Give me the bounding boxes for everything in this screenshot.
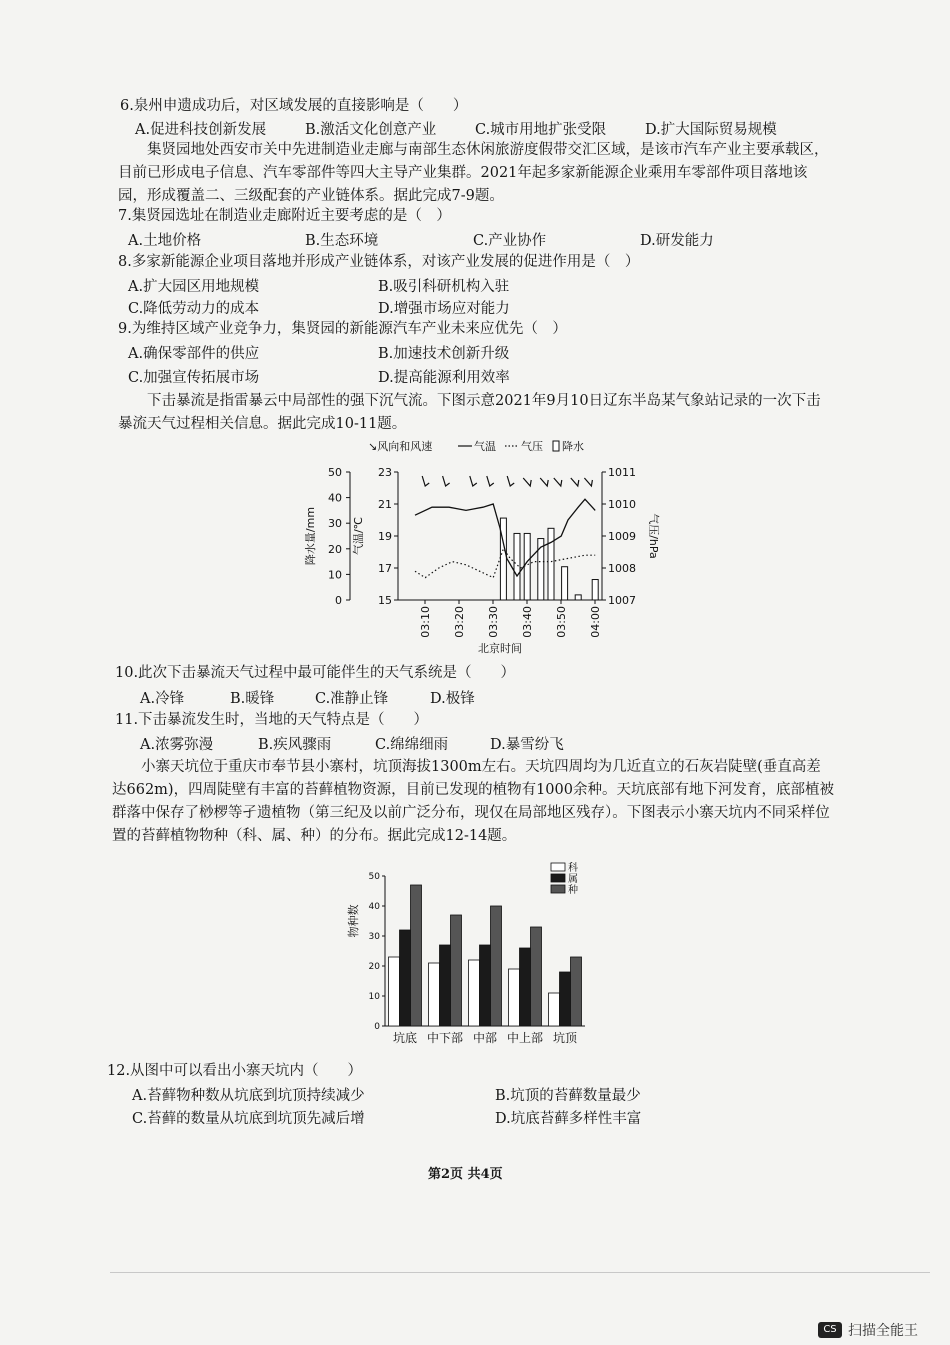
q11-stem: 11.下击暴流发生时，当地的天气特点是（ ） — [115, 712, 429, 728]
legend-rain: 降水 — [562, 440, 584, 453]
q6-option-b: B.激活文化创意产业 — [305, 122, 437, 138]
q11-option-a: A.浓雾弥漫 — [140, 737, 214, 753]
q7-option-d: D.研发能力 — [640, 233, 714, 249]
wind-barb — [487, 476, 494, 486]
moss-y-tick-label: 10 — [368, 992, 380, 1002]
pressure-tick-label: 1010 — [608, 498, 636, 511]
rain-tick-label: 0 — [335, 594, 342, 607]
moss-bar — [389, 957, 400, 1026]
moss-bar — [560, 972, 571, 1026]
moss-category-label: 中部 — [472, 1031, 498, 1045]
bottom-divider — [110, 1272, 930, 1273]
rain-tick-label: 50 — [328, 466, 342, 479]
pressure-tick-label: 1007 — [608, 594, 636, 607]
moss-legend-label: 属 — [568, 874, 578, 885]
q10-option-c: C.准静止锋 — [315, 691, 389, 707]
page-number: 第2页 共4页 — [428, 1167, 503, 1182]
moss-bar — [400, 930, 411, 1026]
q9-option-c: C.加强宣传拓展市场 — [128, 370, 260, 386]
wind-barb — [571, 478, 579, 486]
wind-barb — [540, 478, 548, 486]
q12-option-c: C.苔藓的数量从坑底到坑顶先减后增 — [132, 1111, 365, 1127]
q11-option-b: B.疾风骤雨 — [258, 737, 332, 753]
moss-bar — [549, 993, 560, 1026]
scanner-logo: CS — [818, 1322, 842, 1338]
wind-barb — [523, 478, 531, 486]
q10-option-d: D.极锋 — [430, 691, 475, 707]
moss-category-label: 坑底 — [392, 1031, 418, 1045]
rain-bar — [514, 533, 520, 600]
q10-stem: 10.此次下击暴流天气过程中最可能伴生的天气系统是（ ） — [115, 665, 516, 681]
legend-pressure: 气压 — [521, 440, 543, 453]
moss-bar — [571, 957, 582, 1026]
q8-option-a: A.扩大园区用地规模 — [128, 279, 260, 295]
scanner-watermark-text: 扫描全能王 — [848, 1323, 918, 1339]
moss-legend-swatch — [551, 863, 565, 871]
moss-bar — [480, 945, 491, 1026]
temp-axis-label: 气温/℃ — [352, 516, 365, 556]
pressure-tick-label: 1008 — [608, 562, 636, 575]
temp-tick-label: 23 — [378, 466, 392, 479]
moss-legend-swatch — [551, 874, 565, 882]
rain-tick-label: 20 — [328, 542, 342, 556]
wind-barb — [584, 478, 592, 486]
q12-option-a: A.苔藓物种数从坑底到坑顶持续减少 — [132, 1088, 365, 1104]
q11-option-c: C.绵绵细雨 — [375, 737, 449, 753]
q9-option-d: D.提高能源利用效率 — [378, 370, 510, 386]
time-axis-label: 北京时间 — [478, 642, 522, 655]
moss-chart — [345, 858, 595, 1050]
moss-legend-label: 科 — [568, 863, 578, 874]
q12-option-b: B.坑顶的苔藓数量最少 — [495, 1088, 641, 1104]
passage-7-9: 集贤园地处西安市关中先进制造业走廊与南部生态休闲旅游度假带交汇区域，是该市汽车产业主要承载区，目前已形成电子信息、汽车零部件等四大主导产业集群。2021年起多家新能源企业乘用车零部件项目落地该园，形成覆盖二、三级配套的产业链体系。据此完成7-9题。 — [118, 142, 829, 204]
moss-category-label: 坑顶 — [552, 1031, 578, 1045]
q8-option-d: D.增强市场应对能力 — [378, 301, 510, 317]
rain-bar — [524, 533, 530, 600]
wind-barb — [507, 476, 514, 486]
rain-bar — [548, 528, 554, 600]
rain-axis-label: 降水量/mm — [304, 506, 317, 566]
legend-rain-swatch — [553, 441, 559, 451]
wind-barb — [554, 478, 562, 486]
moss-bar — [509, 969, 520, 1026]
temp-tick-label: 15 — [378, 594, 392, 607]
q11-option-d: D.暴雪纷飞 — [490, 737, 564, 753]
time-tick-label: 04:00 — [589, 606, 602, 638]
rain-bar — [575, 595, 581, 600]
q10-option-b: B.暖锋 — [230, 691, 275, 707]
wind-barb — [443, 476, 450, 486]
q10-option-a: A.冷锋 — [140, 691, 185, 707]
wind-barb — [422, 476, 429, 486]
q7-stem: 7.集贤园选址在制造业走廊附近主要考虑的是（ ） — [118, 208, 451, 224]
moss-legend-swatch — [551, 885, 565, 893]
moss-y-tick-label: 30 — [368, 932, 380, 942]
pressure-tick-label: 1011 — [608, 466, 636, 479]
pressure-axis-label: 气压/hPa — [647, 513, 660, 559]
wind-barb — [470, 476, 477, 486]
rain-bar — [500, 518, 506, 600]
q6-option-d: D.扩大国际贸易规模 — [645, 122, 777, 138]
moss-legend-label: 种 — [568, 885, 578, 896]
q6-option-c: C.城市用地扩张受限 — [475, 122, 607, 138]
time-tick-label: 03:40 — [521, 606, 534, 638]
moss-bar — [491, 906, 502, 1026]
rain-bar — [592, 580, 598, 600]
q8-option-b: B.吸引科研机构入驻 — [378, 279, 510, 295]
moss-bar — [429, 963, 440, 1026]
q12-option-d: D.坑底苔藓多样性丰富 — [495, 1111, 642, 1127]
time-tick-label: 03:10 — [419, 606, 432, 638]
moss-bar — [451, 915, 462, 1026]
moss-bar — [411, 885, 422, 1026]
moss-bar — [531, 927, 542, 1026]
temp-tick-label: 17 — [378, 562, 392, 575]
temp-tick-label: 21 — [378, 498, 392, 511]
moss-y-axis-label: 物种数 — [347, 904, 360, 938]
q12-stem: 12.从图中可以看出小寨天坑内（ ） — [107, 1063, 363, 1079]
rain-tick-label: 40 — [328, 491, 342, 505]
moss-category-label: 中上部 — [506, 1031, 544, 1045]
moss-bar — [440, 945, 451, 1026]
moss-bar — [469, 960, 480, 1026]
temp-tick-label: 19 — [378, 530, 392, 543]
time-tick-label: 03:20 — [453, 606, 466, 638]
legend-temp: 气温 — [474, 440, 496, 453]
passage-12-14: 小寨天坑位于重庆市奉节县小寨村，坑顶海拔1300m左右。天坑四周均为几近直立的石灰岩陡壁(垂直高差达662m)，四周陡壁有丰富的苔藓植物资源，目前已发现的植物有1000余种。天坑底部有地下河发育，底部植被群落中保存了桫椤等孑遗植物（第三纪及以前广泛分布，现仅在局部地区残存）。下图表示小寨天坑内不同采样位置的苔藓植物物种（科、属、种）的分布。据此完成12-14题。 — [112, 759, 834, 844]
moss-bar — [520, 948, 531, 1026]
moss-y-tick-label: 0 — [374, 1022, 380, 1032]
legend-wind: ↘风向和风速 — [368, 440, 433, 453]
passage-10-11: 下击暴流是指雷暴云中局部性的强下沉气流。下图示意2021年9月10日辽东半岛某气象站记录的一次下击暴流天气过程相关信息。据此完成10-11题。 — [118, 393, 821, 432]
q9-option-b: B.加速技术创新升级 — [378, 346, 510, 362]
rain-tick-label: 30 — [328, 517, 342, 531]
q7-option-c: C.产业协作 — [473, 233, 547, 249]
pressure-tick-label: 1009 — [608, 530, 636, 543]
moss-y-tick-label: 40 — [368, 902, 380, 912]
rain-tick-label: 10 — [328, 568, 342, 582]
q7-option-a: A.土地价格 — [128, 233, 202, 249]
moss-y-tick-label: 50 — [368, 872, 380, 882]
moss-category-label: 中下部 — [426, 1031, 464, 1045]
q6-stem: 6.泉州申遗成功后，对区域发展的直接影响是（ ） — [120, 98, 468, 114]
q8-option-c: C.降低劳动力的成本 — [128, 301, 260, 317]
q9-stem: 9.为维持区域产业竞争力，集贤园的新能源汽车产业未来应优先（ ） — [118, 321, 567, 337]
time-tick-label: 03:50 — [555, 606, 568, 638]
moss-y-tick-label: 20 — [368, 962, 380, 972]
q9-option-a: A.确保零部件的供应 — [128, 346, 260, 362]
q7-option-b: B.生态环境 — [305, 233, 379, 249]
q6-option-a: A.促进科技创新发展 — [135, 122, 267, 138]
q8-stem: 8.多家新能源企业项目落地并形成产业链体系，对该产业发展的促进作用是（ ） — [118, 254, 640, 270]
weather-chart — [290, 436, 670, 658]
rain-bar — [562, 567, 568, 600]
time-tick-label: 03:30 — [487, 606, 500, 638]
